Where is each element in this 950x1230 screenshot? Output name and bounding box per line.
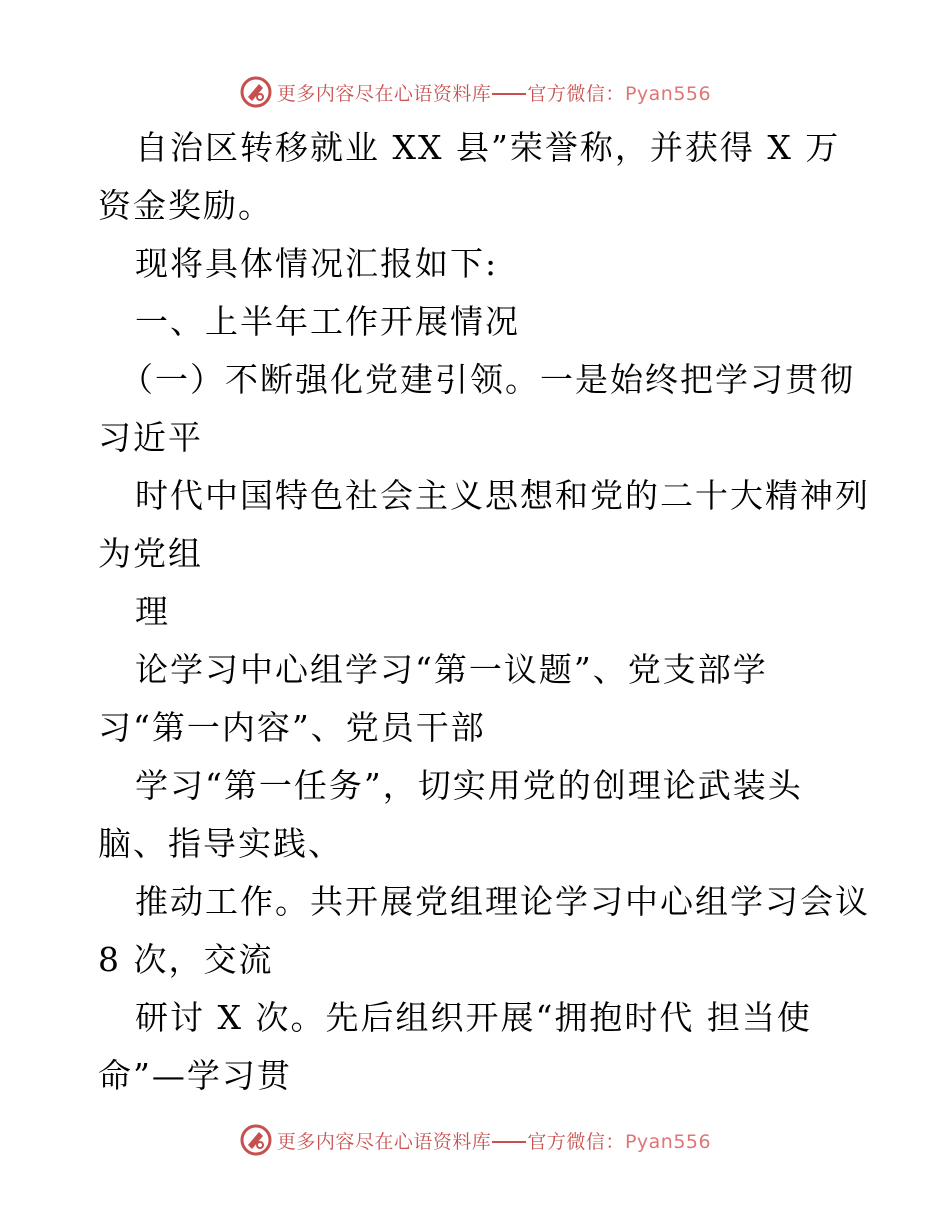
paragraph-line: 自治区转移就业 XX 县”荣誉称，并获得 X 万	[135, 128, 841, 167]
logo-seal-icon	[239, 1123, 273, 1157]
paragraph-line: 现将具体情况汇报如下:	[135, 244, 499, 283]
paragraph-line: 理	[135, 592, 170, 631]
paragraph-line: 学习“第一任务”，切实用党的创理论武装头	[135, 766, 803, 805]
paragraph-line: 推动工作。共开展党组理论学习中心组学习会议	[135, 882, 870, 921]
header-watermark-banner	[0, 70, 950, 114]
banner-dash	[492, 1141, 526, 1143]
paragraph-line: 论学习中心组学习“第一议题”、党支部学	[135, 650, 768, 689]
banner-text	[277, 1127, 711, 1154]
banner-label: 官方微信：	[527, 82, 625, 105]
banner-brand: 更多内容尽在心语资料库	[276, 82, 492, 105]
banner-handle: Pyan556	[624, 82, 712, 105]
banner-label: 官方微信：	[527, 1130, 625, 1153]
paragraph-line: 习近平	[98, 418, 203, 457]
paragraph-line: 命”—学习贯	[98, 1056, 292, 1095]
paragraph-line: 研讨 X 次。先后组织开展“拥抱时代 担当使	[135, 998, 812, 1037]
section-heading: 一、上半年工作开展情况	[135, 302, 520, 341]
banner-dash	[492, 93, 526, 95]
paragraph-line: 脑、指导实践、	[98, 824, 343, 863]
banner-text	[277, 79, 711, 106]
paragraph-line: 为党组	[98, 534, 203, 573]
logo-seal-icon	[239, 75, 273, 109]
paragraph-line: 资金奖励。	[98, 186, 273, 225]
banner-brand: 更多内容尽在心语资料库	[276, 1130, 492, 1153]
footer-watermark-banner	[0, 1118, 950, 1162]
paragraph-line: 时代中国特色社会主义思想和党的二十大精神列	[135, 476, 870, 515]
paragraph-line: （一）不断强化党建引领。一是始终把学习贯彻	[120, 360, 855, 399]
paragraph-line: 习“第一内容”、党员干部	[98, 708, 486, 747]
paragraph-line: 8 次，交流	[98, 940, 274, 979]
banner-handle: Pyan556	[624, 1130, 712, 1153]
